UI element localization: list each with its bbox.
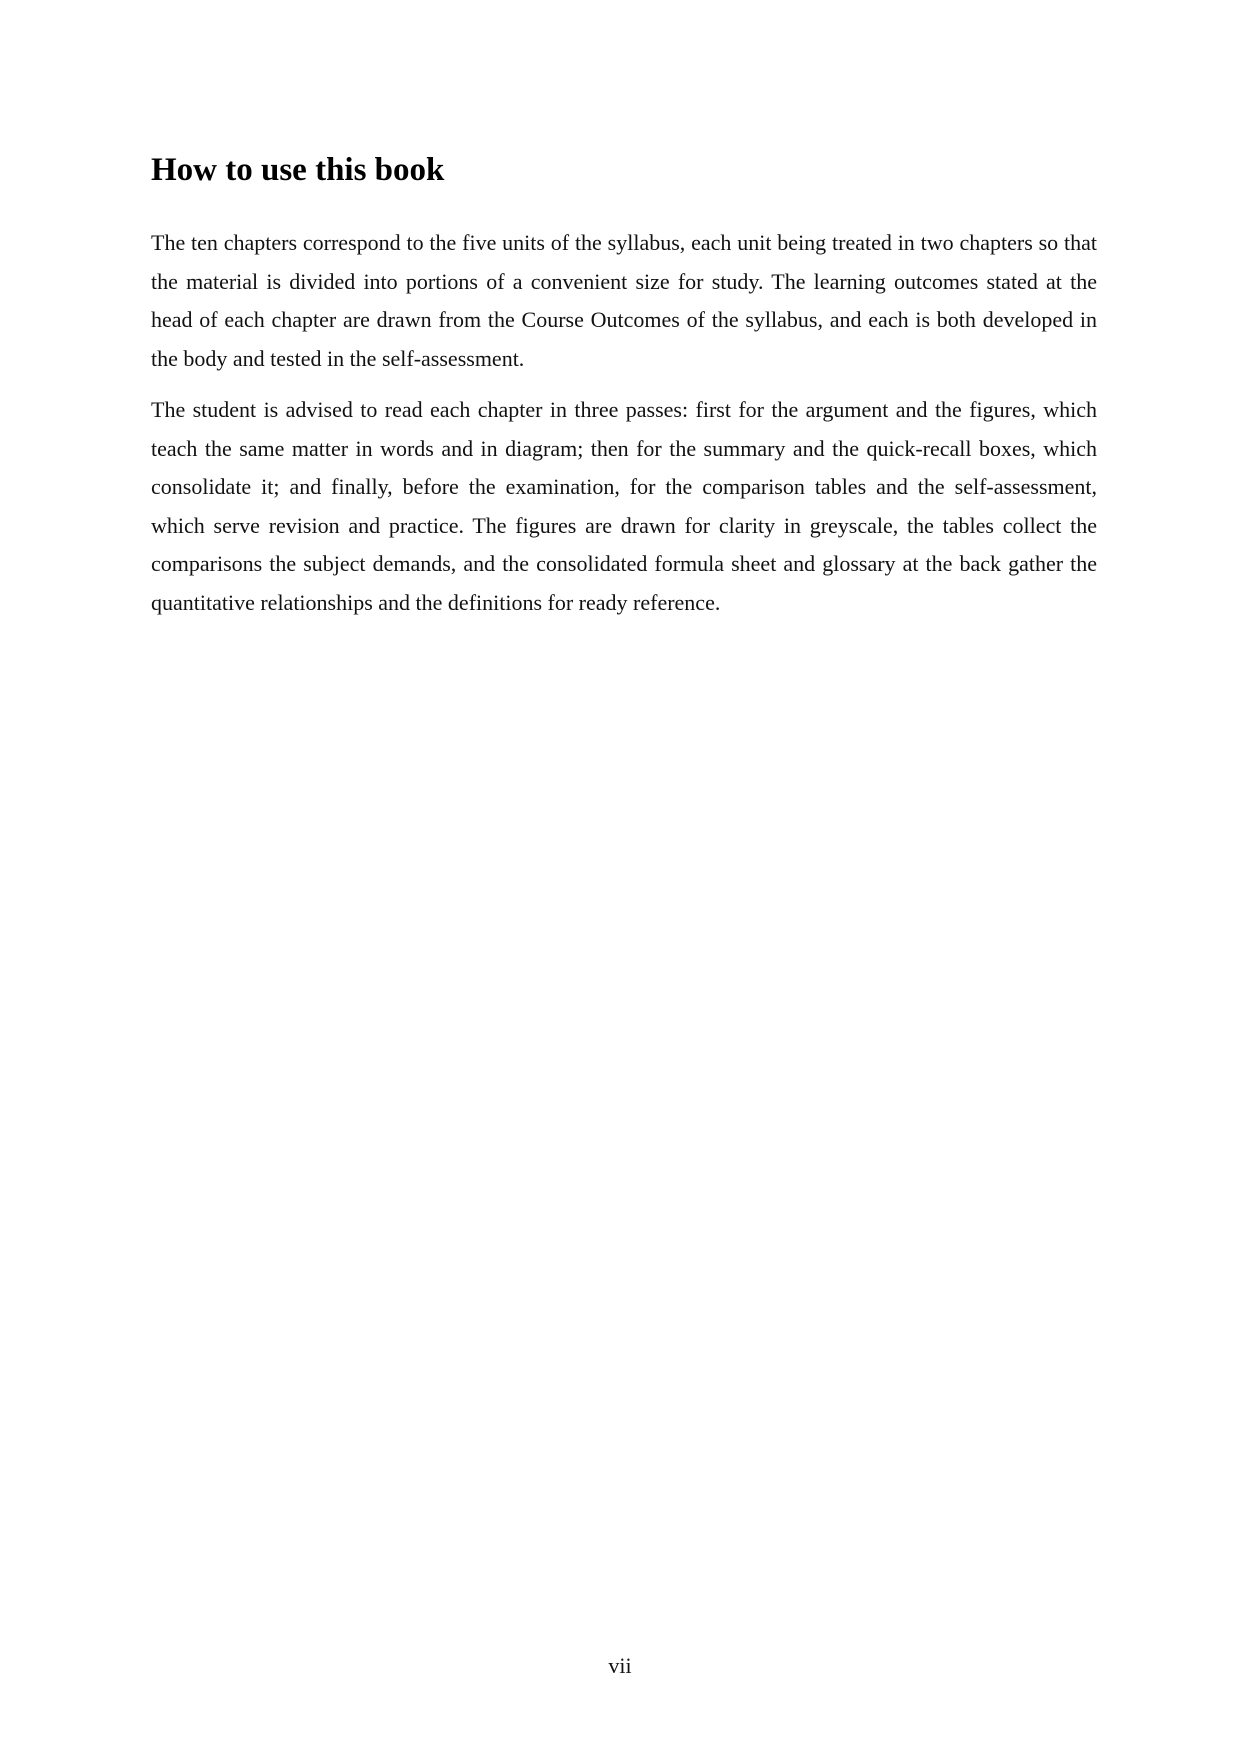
paragraph-1: The ten chapters correspond to the five units of the syllabus, each unit being treated in two chapters so that the material is divided into portions of a convenient size for study. The learning outcomes stated at the head of each chapter are drawn from the Course Outcomes of the syllabus, and each is both developed in the body and tested in the self-assessment. (151, 230, 1097, 371)
body-text (151, 224, 1097, 635)
section-heading: How to use this book (151, 152, 445, 188)
paragraph-2: The student is advised to read each chapter in three passes: first for the argument and the figures, which teach the same matter in words and in diagram; then for the summary and the quick-recall boxes, which consolidate it; and finally, before the examination, for the comparison tables and the self-assessment, which serve revision and practice. The figures are drawn for clarity in greyscale, the tables collect the comparisons the subject demands, and the consolidated formula sheet and glossary at the back gather the quantitative relationships and the definitions for ready reference. (151, 397, 1097, 615)
page-number: vii (608, 1653, 632, 1678)
